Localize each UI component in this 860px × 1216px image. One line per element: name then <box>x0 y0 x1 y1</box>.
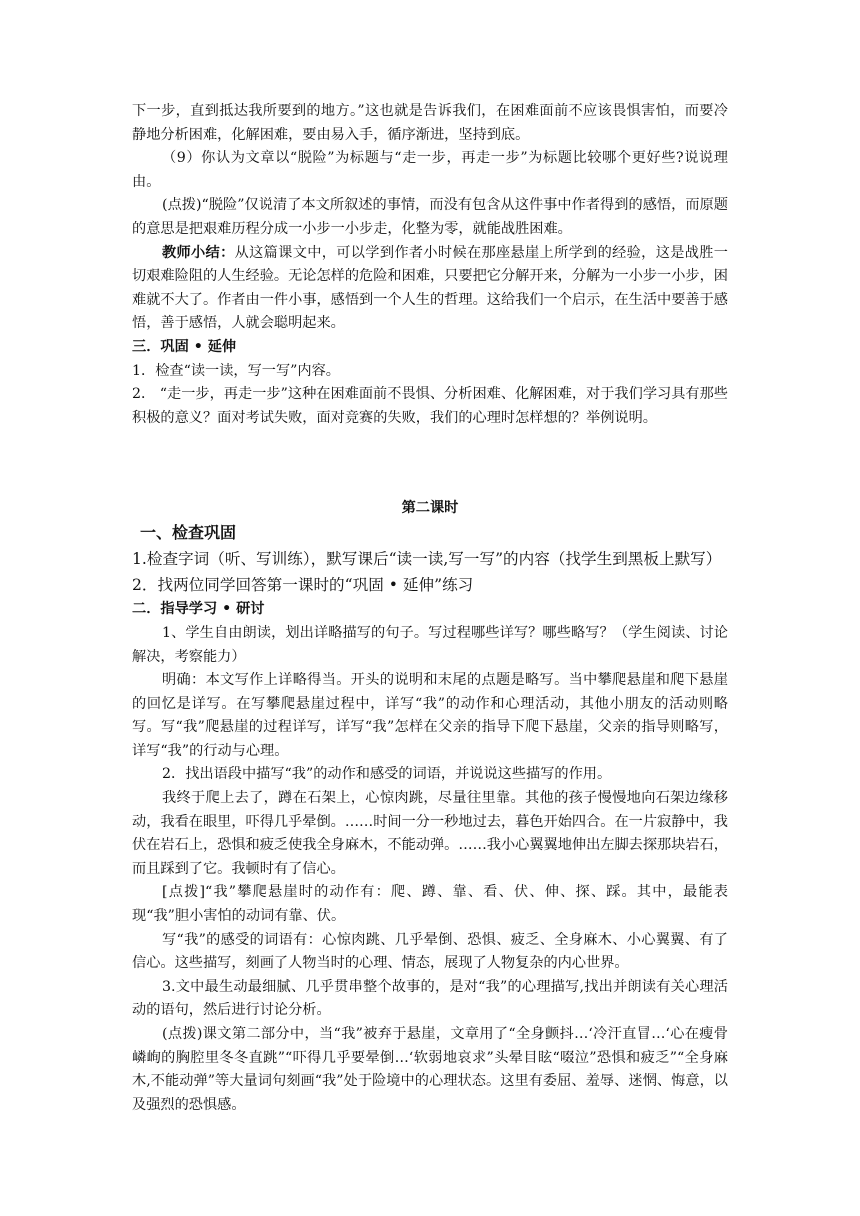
question-9-answer: (点拨)“脱险”仅说清了本文所叙述的事情，而没有包含从这件事中作者得到的感悟，而原题的意思是把艰难历程分成一小步一小步走，化整为零，就能战胜困难。 <box>132 197 728 237</box>
task-3-answer: (点拨)课文第二部分中，当“我”被弃于悬崖，文章用了“全身颤抖…‘冷汗直冒…‘心在瘦骨嶙峋的胸腔里冬冬直跳”“吓得几乎要晕倒…‘软弱地哀求”头晕目眩“啜泣”恐惧和疲乏”“全身麻木,不能动弹”等大量词句刻画“我”处于险境中的心理状态。这里有委屈、羞辱、迷惘、悔意，以及强烈的恐惧感。 <box>132 1026 728 1113</box>
section-1-item-2: 2．找两位同学回答第一课时的“巩固 • 延伸”练习 <box>132 576 474 595</box>
spacer <box>132 430 728 496</box>
lesson-2-title: 第二课时 <box>401 500 459 517</box>
task-2-passage: 我终于爬上去了，蹲在石架上，心惊肉跳，尽量往里靠。其他的孩子慢慢地向石架边缘移动，我看在眼里，吓得几乎晕倒。……时间一分一秒地过去，暮色开始四合。在一片寂静中，我伏在岩石上，恐惧和疲乏使我全身麻木，不能动弹。……我小心翼翼地伸出左脚去探那块岩石，而且踩到了它。我顿时有了信心。 <box>132 790 728 877</box>
section-1-item-1: 1.检查字词（听、写训练），默写课后“读一读,写一写”的内容（找学生到黑板上默写） <box>132 550 722 569</box>
task-1: 1、学生自由朗读，划出详略描写的句子。写过程哪些详写？哪些略写？（学生阅读、讨论解决，考察能力） <box>132 624 728 665</box>
section-2-title: 二．指导学习 • 研讨 <box>132 601 265 618</box>
document-page <box>132 100 728 1117</box>
task-2: 2．找出语段中描写“我”的动作和感受的词语，并说说这些描写的作用。 <box>162 766 612 783</box>
section-3-item-1: 1．检查“读一读，写一写”内容。 <box>132 362 340 379</box>
section-1-title: 一、检查巩固 <box>140 523 237 543</box>
teacher-summary <box>132 242 728 336</box>
task-3: 3.文中最生动最细腻、几乎贯串整个故事的，是对“我”的心理描写,找出并朗读有关心理活动的语句，然后进行讨论分析。 <box>132 978 728 1019</box>
task-1-answer: 明确：本文写作上详略得当。开头的说明和末尾的点题是略写。当中攀爬悬崖和爬下悬崖的回忆是详写。在写攀爬悬崖过程中，详写“我”的动作和心理活动，其他小朋友的活动则略写。写“我”爬悬崖的过程详写，详写“我”怎样在父亲的指导下爬下悬崖，父亲的指导则略写，详写“我”的行动与心理。 <box>132 672 728 759</box>
section-3-title: 三．巩固 • 延伸 <box>132 338 237 355</box>
task-2-answer-2: 写“我”的感受的词语有：心惊肉跳、几乎晕倒、恐惧、疲乏、全身麻木、小心翼翼、有了信心。这些描写，刻画了人物当时的心理、情态，展现了人物复杂的内心世界。 <box>132 931 728 972</box>
section-3-item-2: 2． “走一步，再走一步”这种在困难面前不畏惧、分析困难、化解困难，对于我们学习具有那些积极的意义？面对考试失败，面对竞赛的失败，我们的心理时怎样想的？举例说明。 <box>132 386 728 426</box>
summary-label: 教师小结： <box>162 244 235 261</box>
question-9: （9）你认为文章以“脱险”为标题与“走一步，再走一步”为标题比较哪个更好些?说说理由。 <box>132 150 728 190</box>
paragraph-continuation: 下一步，直到抵达我所要到的地方。”这也就是告诉我们，在困难面前不应该畏惧害怕，而要冷静地分析困难，化解困难，要由易入手，循序渐进，坚持到底。 <box>132 103 728 143</box>
task-2-answer-1: [点拨]“我”攀爬悬崖时的动作有：爬、蹲、靠、看、伏、伸、探、踩。其中，最能表现“我”胆小害怕的动词有靠、伏。 <box>132 884 728 925</box>
summary-text: 从这篇课文中，可以学到作者小时候在那座悬崖上所学到的经验，这是战胜一切艰难险阻的人生经验。无论怎样的危险和困难，只要把它分解开来，分解为一小步一小步，困难就不大了。作者由一件小事，感悟到一个人生的哲理。这给我们一个启示，在生活中要善于感悟，善于感悟，人就会聪明起来。 <box>132 244 728 332</box>
